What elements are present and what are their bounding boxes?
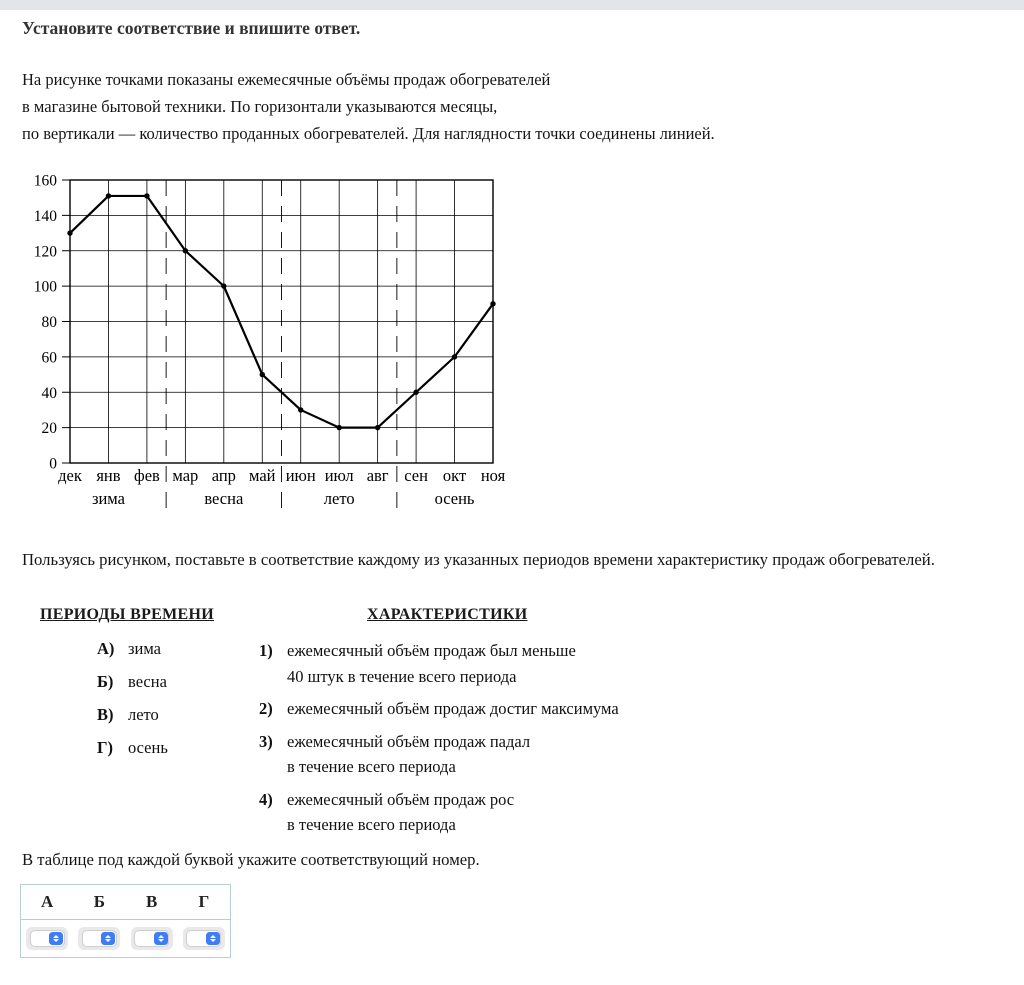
characteristic-text: ежемесячный объём продаж рос в течение всего периода	[287, 789, 515, 834]
season-label: лето	[323, 489, 355, 508]
intro-line: На рисунке точками показаны ежемесячные объёмы продаж обогревателей	[22, 70, 551, 89]
y-axis-label: 40	[41, 384, 57, 402]
y-axis-label: 100	[33, 278, 57, 296]
chevron-down-icon	[210, 939, 216, 942]
period-letter: Б)	[97, 672, 114, 691]
chevron-up-icon	[53, 935, 59, 938]
data-point	[221, 283, 226, 288]
answer-table-cell	[178, 920, 230, 957]
characteristic-row	[259, 729, 739, 780]
data-point	[67, 230, 72, 235]
top-strip	[0, 0, 1024, 10]
chevron-down-icon	[105, 939, 111, 942]
y-axis-label: 160	[33, 172, 57, 190]
y-axis-label: 140	[33, 207, 57, 225]
characteristic-text: ежемесячный объём продаж был меньше 40 штук в течение всего периода	[287, 641, 576, 686]
characteristic-number: 2)	[259, 699, 273, 718]
characteristics-header: ХАРАКТЕРИСТИКИ	[367, 606, 528, 623]
y-axis-label: 0	[49, 455, 57, 473]
answer-select-А[interactable]	[26, 927, 68, 950]
characteristics-list	[259, 638, 739, 845]
x-axis-label: май	[249, 466, 276, 485]
data-point	[375, 425, 380, 430]
intro-line: по вертикали — количество проданных обогревателей. Для наглядности точки соединены линией.	[22, 124, 715, 143]
answer-table-input-row	[21, 920, 230, 957]
period-letter: Г)	[97, 738, 113, 757]
select-value-field	[30, 930, 65, 947]
x-axis-label: окт	[442, 466, 467, 485]
chevron-up-icon	[210, 935, 216, 938]
x-axis-label: мар	[172, 466, 199, 485]
characteristic-row	[259, 638, 739, 689]
select-stepper-icon	[49, 932, 63, 945]
period-label: весна	[128, 672, 167, 691]
answer-table-header-cell: Б	[93, 892, 105, 911]
task-paragraph: Пользуясь рисунком, поставьте в соответствие каждому из указанных периодов времени характеристику продаж обогревателей.	[22, 550, 935, 569]
data-point	[106, 193, 111, 198]
y-axis-label: 120	[33, 243, 57, 261]
select-stepper-icon	[101, 932, 115, 945]
answer-table	[20, 884, 231, 958]
chevron-up-icon	[105, 935, 111, 938]
season-label: зима	[91, 489, 125, 508]
data-point	[490, 301, 495, 306]
y-axis-label: 60	[41, 349, 57, 367]
data-point	[452, 354, 457, 359]
period-row	[97, 639, 168, 672]
answer-instruction: В таблице под каждой буквой укажите соответствующий номер.	[22, 850, 480, 869]
data-point	[413, 390, 418, 395]
period-letter: В)	[97, 705, 114, 724]
select-stepper-icon	[206, 932, 220, 945]
x-axis-label: фев	[134, 466, 160, 485]
period-label: осень	[128, 738, 168, 757]
answer-table-header-row	[21, 885, 230, 920]
x-axis-label: июл	[324, 466, 354, 485]
periods-header: ПЕРИОДЫ ВРЕМЕНИ	[40, 606, 214, 623]
period-label: зима	[128, 639, 161, 658]
x-axis-label: ноя	[480, 466, 506, 485]
periods-list	[97, 639, 168, 771]
data-point	[183, 248, 188, 253]
page-title: Установите соответствие и впишите ответ.	[22, 18, 361, 38]
select-value-field	[186, 930, 221, 947]
answer-table-header-cell: В	[145, 892, 158, 911]
select-value-field	[82, 930, 117, 947]
select-stepper-icon	[154, 932, 168, 945]
select-value-field	[134, 930, 169, 947]
season-label: весна	[204, 489, 244, 508]
data-point	[298, 407, 303, 412]
chevron-down-icon	[158, 939, 164, 942]
answer-select-В[interactable]	[131, 927, 173, 950]
characteristic-number: 1)	[259, 641, 273, 660]
data-point	[336, 425, 341, 430]
period-row	[97, 738, 168, 771]
data-point	[144, 193, 149, 198]
characteristic-number: 4)	[259, 789, 273, 809]
chevron-down-icon	[53, 939, 59, 942]
characteristic-row	[259, 787, 739, 838]
chart-container	[20, 165, 520, 525]
answer-table-cell	[126, 920, 178, 957]
y-axis-label: 20	[41, 420, 57, 438]
sales-chart	[20, 165, 520, 525]
answer-select-Б[interactable]	[78, 927, 120, 950]
characteristic-text: ежемесячный объём продаж падал в течение всего периода	[287, 731, 531, 776]
answer-table-cell	[21, 920, 73, 957]
period-row	[97, 705, 168, 738]
x-axis-label: янв	[96, 466, 121, 485]
season-label: осень	[434, 489, 475, 508]
chevron-up-icon	[158, 935, 164, 938]
answer-table-header-cell: А	[40, 892, 54, 911]
intro-line: в магазине бытовой техники. По горизонтали указываются месяцы,	[22, 97, 498, 116]
x-axis-label: авг	[366, 466, 389, 485]
x-axis-label: июн	[285, 466, 316, 485]
intro-paragraph	[22, 66, 982, 147]
answer-table-header-cell: Г	[198, 892, 210, 911]
characteristic-text: ежемесячный объём продаж достиг максимума	[287, 699, 619, 718]
characteristic-row	[259, 696, 739, 722]
y-axis-label: 80	[41, 314, 57, 331]
answer-table-cell	[73, 920, 125, 957]
data-point	[260, 372, 265, 377]
period-letter: А)	[97, 639, 115, 658]
x-axis-label: сен	[404, 466, 428, 485]
x-axis-label: апр	[211, 466, 236, 485]
x-axis-label: дек	[58, 466, 82, 485]
characteristic-number: 3)	[259, 731, 273, 751]
answer-select-Г[interactable]	[183, 927, 225, 950]
period-label: лето	[128, 705, 159, 724]
period-row	[97, 672, 168, 705]
